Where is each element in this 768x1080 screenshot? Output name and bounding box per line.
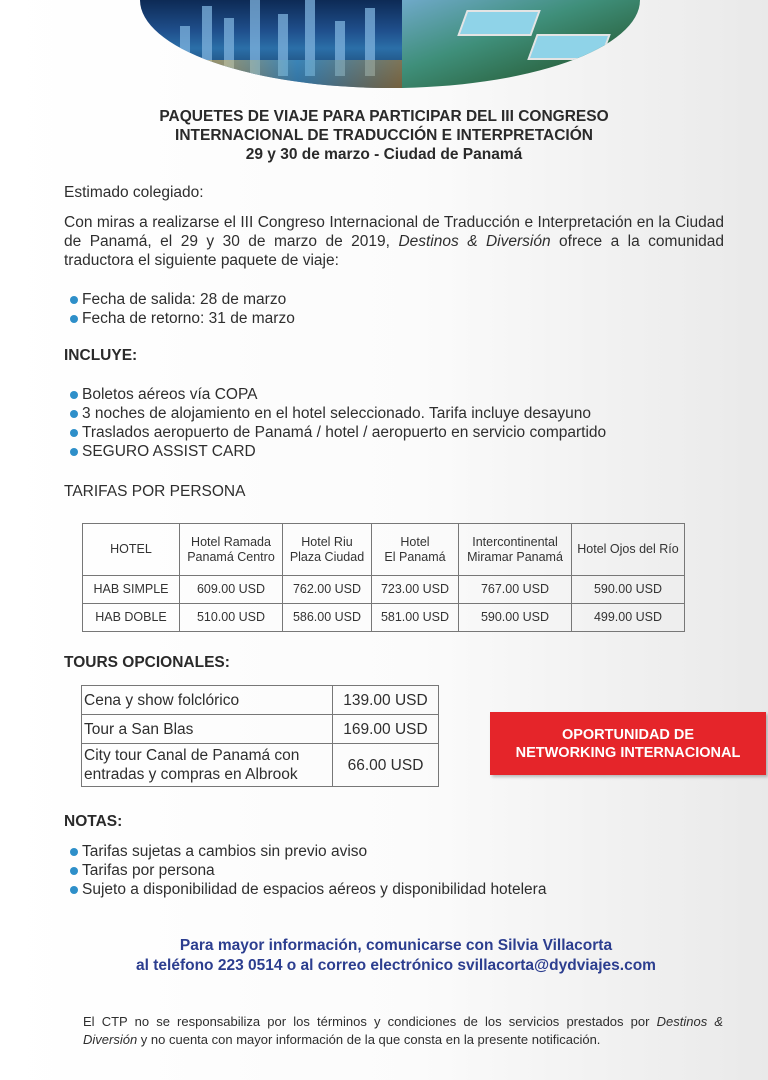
banner-line-1: OPORTUNIDAD DE	[561, 726, 695, 743]
hotel-name-cell: Hotel Ojos del Río	[572, 524, 685, 576]
notes-list	[70, 842, 546, 899]
tour-price-cell: 169.00 USD	[333, 715, 439, 744]
note-item: Tarifas sujetas a cambios sin previo aviso	[70, 842, 546, 861]
networking-banner	[490, 712, 766, 775]
contact-info	[0, 936, 768, 976]
note-item: Tarifas por persona	[70, 861, 546, 880]
tour-name-cell: Cena y show folclórico	[82, 686, 333, 715]
room-type-cell: HAB DOBLE	[83, 604, 180, 632]
table-row	[82, 715, 439, 744]
rate-cell: 762.00 USD	[283, 576, 372, 604]
intro-paragraph	[64, 213, 724, 270]
rate-cell: 586.00 USD	[283, 604, 372, 632]
table-row	[83, 576, 685, 604]
departure-date: Fecha de salida: 28 de marzo	[70, 290, 295, 309]
disclaimer-text: El CTP no se responsabiliza por los términos y condiciones de los servicios prestados por Destinos & Diversión y no cuenta con mayor información de la que consta en la presente notificación.	[83, 1014, 723, 1047]
title-line-3: 29 y 30 de marzo - Ciudad de Panamá	[245, 146, 523, 163]
header-photo-banner	[140, 0, 640, 88]
room-type-cell: HAB SIMPLE	[83, 576, 180, 604]
include-item: Boletos aéreos vía COPA	[70, 385, 606, 404]
optional-tours-table	[81, 685, 439, 787]
note-item: Sujeto a disponibilidad de espacios aéreos y disponibilidad hotelera	[70, 880, 546, 899]
title-line-1: PAQUETES DE VIAJE PARA PARTICIPAR DEL III CONGRESO	[159, 108, 609, 125]
rate-cell: 510.00 USD	[180, 604, 283, 632]
rate-cell: 581.00 USD	[372, 604, 459, 632]
rate-cell: 590.00 USD	[572, 576, 685, 604]
hotel-rates-table	[82, 523, 685, 632]
hotel-name-cell: Hotel Riu Plaza Ciudad	[283, 524, 372, 576]
rate-cell: 723.00 USD	[372, 576, 459, 604]
rate-cell: 590.00 USD	[459, 604, 572, 632]
travel-dates-list	[70, 290, 295, 328]
tour-price-cell: 139.00 USD	[333, 686, 439, 715]
table-row	[82, 686, 439, 715]
includes-heading: INCLUYE:	[64, 347, 138, 364]
table-row	[83, 604, 685, 632]
rate-cell: 499.00 USD	[572, 604, 685, 632]
return-date: Fecha de retorno: 31 de marzo	[70, 309, 295, 328]
hotel-name-cell: Hotel Ramada Panamá Centro	[180, 524, 283, 576]
include-item: SEGURO ASSIST CARD	[70, 442, 606, 461]
includes-list	[70, 385, 606, 461]
company-name: Destinos & Diversión	[398, 233, 551, 250]
rate-cell: 609.00 USD	[180, 576, 283, 604]
notes-heading: NOTAS:	[64, 813, 123, 830]
intro-text-start: Con miras a realizarse el III Congreso Internacional de Traducción e Interpretación en la Ciudad de Panamá, el 29 y 30 de marzo de 2019,	[64, 214, 724, 250]
table-header-row	[83, 524, 685, 576]
tours-heading: TOURS OPCIONALES:	[64, 654, 230, 671]
contact-line-1: Para mayor información, comunicarse con Silvia Villacorta	[179, 937, 613, 954]
tour-name-cell: City tour Canal de Panamá con entradas y compras en Albrook	[82, 744, 333, 787]
hotel-name-cell: Hotel El Panamá	[372, 524, 459, 576]
contact-line-2: al teléfono 223 0514 o al correo electrónico svillacorta@dydviajes.com	[136, 957, 656, 974]
tour-name-cell: Tour a San Blas	[82, 715, 333, 744]
panama-city-skyline-photo	[140, 0, 402, 88]
document-title	[0, 107, 768, 164]
rate-cell: 767.00 USD	[459, 576, 572, 604]
include-item: 3 noches de alojamiento en el hotel seleccionado. Tarifa incluye desayuno	[70, 404, 606, 423]
hotel-name-cell: Intercontinental Miramar Panamá	[459, 524, 572, 576]
include-item: Traslados aeropuerto de Panamá / hotel / aeropuerto en servicio compartido	[70, 423, 606, 442]
company-name: Destinos & Diversión	[83, 1014, 723, 1047]
tour-price-cell: 66.00 USD	[333, 744, 439, 787]
intro-text-end: ofrece a la comunidad traductora el siguiente paquete de viaje:	[64, 233, 724, 269]
hotel-column-header: HOTEL	[83, 524, 180, 576]
rates-heading: TARIFAS POR PERSONA	[64, 483, 246, 500]
table-row	[82, 744, 439, 787]
panama-canal-locks-photo	[402, 0, 640, 88]
greeting: Estimado colegiado:	[64, 184, 204, 201]
title-line-2: INTERNACIONAL DE TRADUCCIÓN E INTERPRETACIÓN	[175, 127, 593, 144]
banner-line-2: NETWORKING INTERNACIONAL	[515, 744, 741, 761]
